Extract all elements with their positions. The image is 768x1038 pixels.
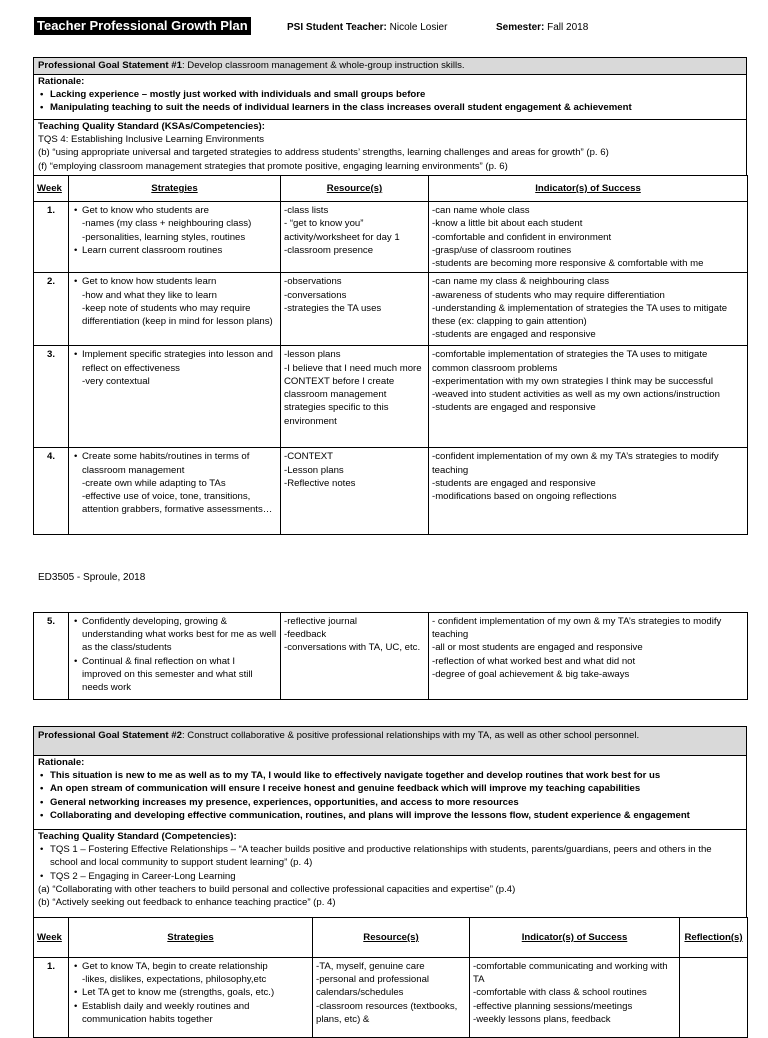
goal2-tqs — [33, 829, 747, 918]
week-number: 3. — [34, 346, 69, 448]
indicator-item: -reflection of what worked best and what did not — [432, 655, 636, 667]
strategy-item: • Get to know how students learn — [82, 275, 277, 288]
indicator-item: - confident implementation of my own & my TA’s strategies to modify teaching — [432, 616, 722, 641]
resource-item: -classroom presence — [284, 244, 374, 256]
tqs-line: (b) “using appropriate universal and targeted strategies to address students’ strengths, learning challenges and areas for growth” (p. 6) — [38, 147, 609, 159]
indicator-item: -confident implementation of my own & my TA’s strategies to modify teaching — [432, 451, 719, 476]
indicators-cell — [429, 273, 748, 346]
col-reflections: Reflection(s) — [680, 918, 748, 958]
indicator-item: -students are engaged and responsive — [432, 329, 596, 341]
goal2-table — [33, 917, 748, 1038]
reflections-cell — [680, 958, 748, 1038]
indicators-cell — [429, 346, 748, 448]
strategy-item: -very contextual — [82, 375, 150, 387]
strategy-item: • Establish daily and weekly routines and communication habits together — [82, 1000, 309, 1026]
tqs-line: (a) “Collaborating with other teachers to build personal and collective professional capacities and expertise” (p.4) — [38, 883, 516, 895]
resource-item: -classroom resources (textbooks, plans, etc) & — [316, 1000, 458, 1025]
rationale-item: • Manipulating teaching to suit the needs of individual learners in the class increases overall student engagement & achievement — [38, 101, 742, 114]
strategy-item: • Create some habits/routines in terms of classroom management — [82, 450, 277, 476]
strategies-cell — [69, 958, 313, 1038]
strategy-item: -effective use of voice, tone, transitions, attention grabbers, formative assessments… — [82, 491, 273, 516]
resource-item: -feedback — [284, 629, 327, 641]
semester-value: Fall 2018 — [547, 22, 589, 33]
indicator-item: -modifications based on ongoing reflections — [432, 491, 617, 503]
strategies-cell — [69, 202, 281, 273]
resource-item: -I believe that I need much more CONTEXT before I create classroom management strategies specific to this environment — [284, 362, 422, 427]
goal1-text: : Develop classroom management & whole-group instruction skills. — [181, 60, 465, 71]
strategy-item: -keep note of students who may require differentiation (keep in mind for lesson plans) — [82, 302, 273, 328]
indicator-item: -comfortable communicating and working with TA — [473, 961, 668, 986]
resource-item: -CONTEXT — [284, 451, 334, 463]
resource-item: -conversations with TA, UC, etc. — [284, 642, 421, 654]
goal2-tqs-label: Teaching Quality Standard (Competencies): — [38, 831, 237, 842]
resource-item: -TA, myself, genuine care — [316, 961, 425, 972]
table-header-row — [34, 176, 748, 202]
resource-item: -conversations — [284, 289, 347, 301]
resources-cell — [281, 202, 429, 273]
rationale-item: • An open stream of communication will ensure I receive honest and genuine feedback which will improve my teaching capabilities — [38, 782, 742, 795]
strategy-item: • Let TA get to know me (strengths, goals, etc.) — [82, 986, 309, 999]
table-header-row — [34, 918, 748, 958]
tqs-item: • TQS 1 – Fostering Effective Relationships – “A teacher builds positive and productive relationships with students, parents/guardians, peers and others in the school and local community to support student learning” (p. 4) — [38, 843, 742, 869]
indicator-item: -comfortable and confident in environment — [432, 231, 612, 243]
indicator-item: -awareness of students who may require differentiation — [432, 289, 665, 301]
goal2-text: : Construct collaborative & positive professional relationships with my TA, as well as other school personnel. — [181, 730, 640, 741]
goal1-rationale-list — [38, 88, 742, 114]
goal1-rationale-label: Rationale: — [38, 76, 85, 87]
col-strategies: Strategies — [69, 918, 313, 958]
page-footer: ED3505 - Sproule, 2018 — [38, 572, 146, 583]
goal1-table-continued — [33, 612, 748, 700]
week-number: 1. — [34, 202, 69, 273]
tqs-line: (f) “employing classroom management strategies that promote positive, engaging learning environments” (p. 6) — [38, 160, 508, 172]
strategy-item: -how and what they like to learn — [82, 289, 217, 301]
indicator-item: -effective planning sessions/meetings — [473, 1000, 633, 1012]
resources-cell — [281, 273, 429, 346]
week-number: 4. — [34, 448, 69, 535]
goal2-tqs-list — [38, 843, 742, 883]
strategy-item: -names (my class + neighbouring class) — [82, 218, 252, 230]
col-indicators: Indicator(s) of Success — [470, 918, 680, 958]
tqs-line: (b) “Actively seeking out feedback to enhance teaching practice” (p. 4) — [38, 897, 336, 909]
indicator-item: -weekly lessons plans, feedback — [473, 1013, 611, 1025]
page-title: Teacher Professional Growth Plan — [34, 17, 251, 35]
table-row — [34, 273, 748, 346]
indicators-cell — [429, 448, 748, 535]
indicator-item: -can name my class & neighbouring class — [432, 276, 610, 288]
goal1-rationale — [33, 74, 747, 120]
indicators-cell — [429, 202, 748, 273]
resources-cell — [281, 613, 429, 700]
resource-item: -Reflective notes — [284, 477, 356, 489]
resource-item: -observations — [284, 276, 342, 288]
week-number: 2. — [34, 273, 69, 346]
indicator-item: -students are engaged and responsive — [432, 402, 596, 414]
tqs-line: TQS 4: Establishing Inclusive Learning Environments — [38, 134, 265, 146]
semester-label: Semester: — [496, 22, 545, 33]
resource-item: -Lesson plans — [284, 464, 344, 476]
strategy-item: -personalities, learning styles, routines — [82, 231, 246, 243]
week-number: 1. — [34, 958, 69, 1038]
indicators-cell — [470, 958, 680, 1038]
col-resources: Resource(s) — [281, 176, 429, 202]
student-name: Nicole Losier — [389, 22, 448, 33]
indicator-item: -students are becoming more responsive & comfortable with me — [432, 258, 704, 270]
week-number: 5. — [34, 613, 69, 700]
indicator-item: -comfortable with class & school routines — [473, 987, 647, 999]
strategy-item: • Confidently developing, growing & understanding what works best for me as well as the class/students — [82, 615, 277, 655]
indicator-item: -comfortable implementation of strategies the TA uses to mitigate common classroom problems — [432, 349, 708, 374]
resource-item: -strategies the TA uses — [284, 302, 382, 314]
goal1-tqs — [33, 119, 747, 176]
goal1-label: Professional Goal Statement #1 — [38, 60, 182, 71]
col-strategies: Strategies — [69, 176, 281, 202]
student-label: PSI Student Teacher: — [287, 22, 387, 33]
col-week: Week — [34, 176, 69, 202]
strategy-item: • Implement specific strategies into lesson and reflect on effectiveness — [82, 348, 277, 374]
strategy-item: -create own while adapting to TAs — [82, 477, 226, 489]
col-week: Week — [34, 918, 69, 958]
indicator-item: -all or most students are engaged and responsive — [432, 642, 643, 654]
indicator-item: -experimentation with my own strategies I think may be successful — [432, 375, 714, 387]
goal2-label: Professional Goal Statement #2 — [38, 730, 182, 741]
indicator-item: -can name whole class — [432, 205, 530, 217]
goal2-statement — [33, 726, 747, 756]
rationale-item: • Collaborating and developing effective communication, routines, and plans will improve the lessons flow, student experience & engagement — [38, 809, 742, 822]
semester-info — [496, 21, 588, 35]
strategies-cell — [69, 448, 281, 535]
resource-item: -reflective journal — [284, 616, 358, 627]
table-row — [34, 613, 748, 700]
strategies-cell — [69, 273, 281, 346]
indicator-item: -weaved into student activities as well as my own actions/instruction — [432, 389, 720, 401]
goal1-table — [33, 175, 748, 535]
strategy-item: -likes, dislikes, expectations, philosophy,etc — [82, 974, 267, 986]
indicator-item: -degree of goal achievement & big take-aways — [432, 668, 630, 680]
rationale-item: • Lacking experience – mostly just worked with individuals and small groups before — [38, 88, 742, 101]
indicators-cell — [429, 613, 748, 700]
strategy-item: • Get to know TA, begin to create relationship — [82, 960, 309, 973]
goal1-statement — [33, 57, 747, 75]
rationale-item: • This situation is new to me as well as to my TA, I would like to effectively navigate together and develop routines that work best for us — [38, 769, 742, 782]
indicator-item: -students are engaged and responsive — [432, 477, 596, 489]
goal2-rationale — [33, 755, 747, 830]
student-teacher-info — [287, 21, 447, 35]
strategy-item: • Learn current classroom routines — [82, 244, 277, 257]
table-row — [34, 202, 748, 273]
table-row — [34, 346, 748, 448]
rationale-item: • General networking increases my presence, experiences, opportunities, and access to more resources — [38, 796, 742, 809]
goal1-tqs-label: Teaching Quality Standard (KSAs/Competencies): — [38, 121, 265, 132]
resource-item: -lesson plans — [284, 349, 341, 361]
indicator-item: -grasp/use of classroom routines — [432, 244, 572, 256]
indicator-item: -understanding & implementation of strategies the TA uses to mitigate these (ex: clapping to gain attention) — [432, 302, 728, 328]
resource-item: -class lists — [284, 205, 329, 217]
goal2-rationale-list — [38, 769, 742, 822]
table-row — [34, 448, 748, 535]
resources-cell — [281, 346, 429, 448]
resource-item: -personal and professional calendars/schedules — [316, 974, 430, 999]
col-indicators: Indicator(s) of Success — [429, 176, 748, 202]
tqs-item: • TQS 2 – Engaging in Career-Long Learning — [38, 870, 742, 883]
col-resources: Resource(s) — [313, 918, 470, 958]
table-row — [34, 958, 748, 1038]
goal2-rationale-label: Rationale: — [38, 757, 85, 768]
resources-cell — [281, 448, 429, 535]
resources-cell — [313, 958, 470, 1038]
strategies-cell — [69, 613, 281, 700]
strategy-item: • Continual & final reflection on what I improved on this semester and what still needs work — [82, 655, 277, 695]
strategy-item: • Get to know who students are — [82, 204, 277, 217]
indicator-item: -know a little bit about each student — [432, 218, 583, 230]
resource-item: - “get to know you” activity/worksheet for day 1 — [284, 218, 400, 243]
strategies-cell — [69, 346, 281, 448]
